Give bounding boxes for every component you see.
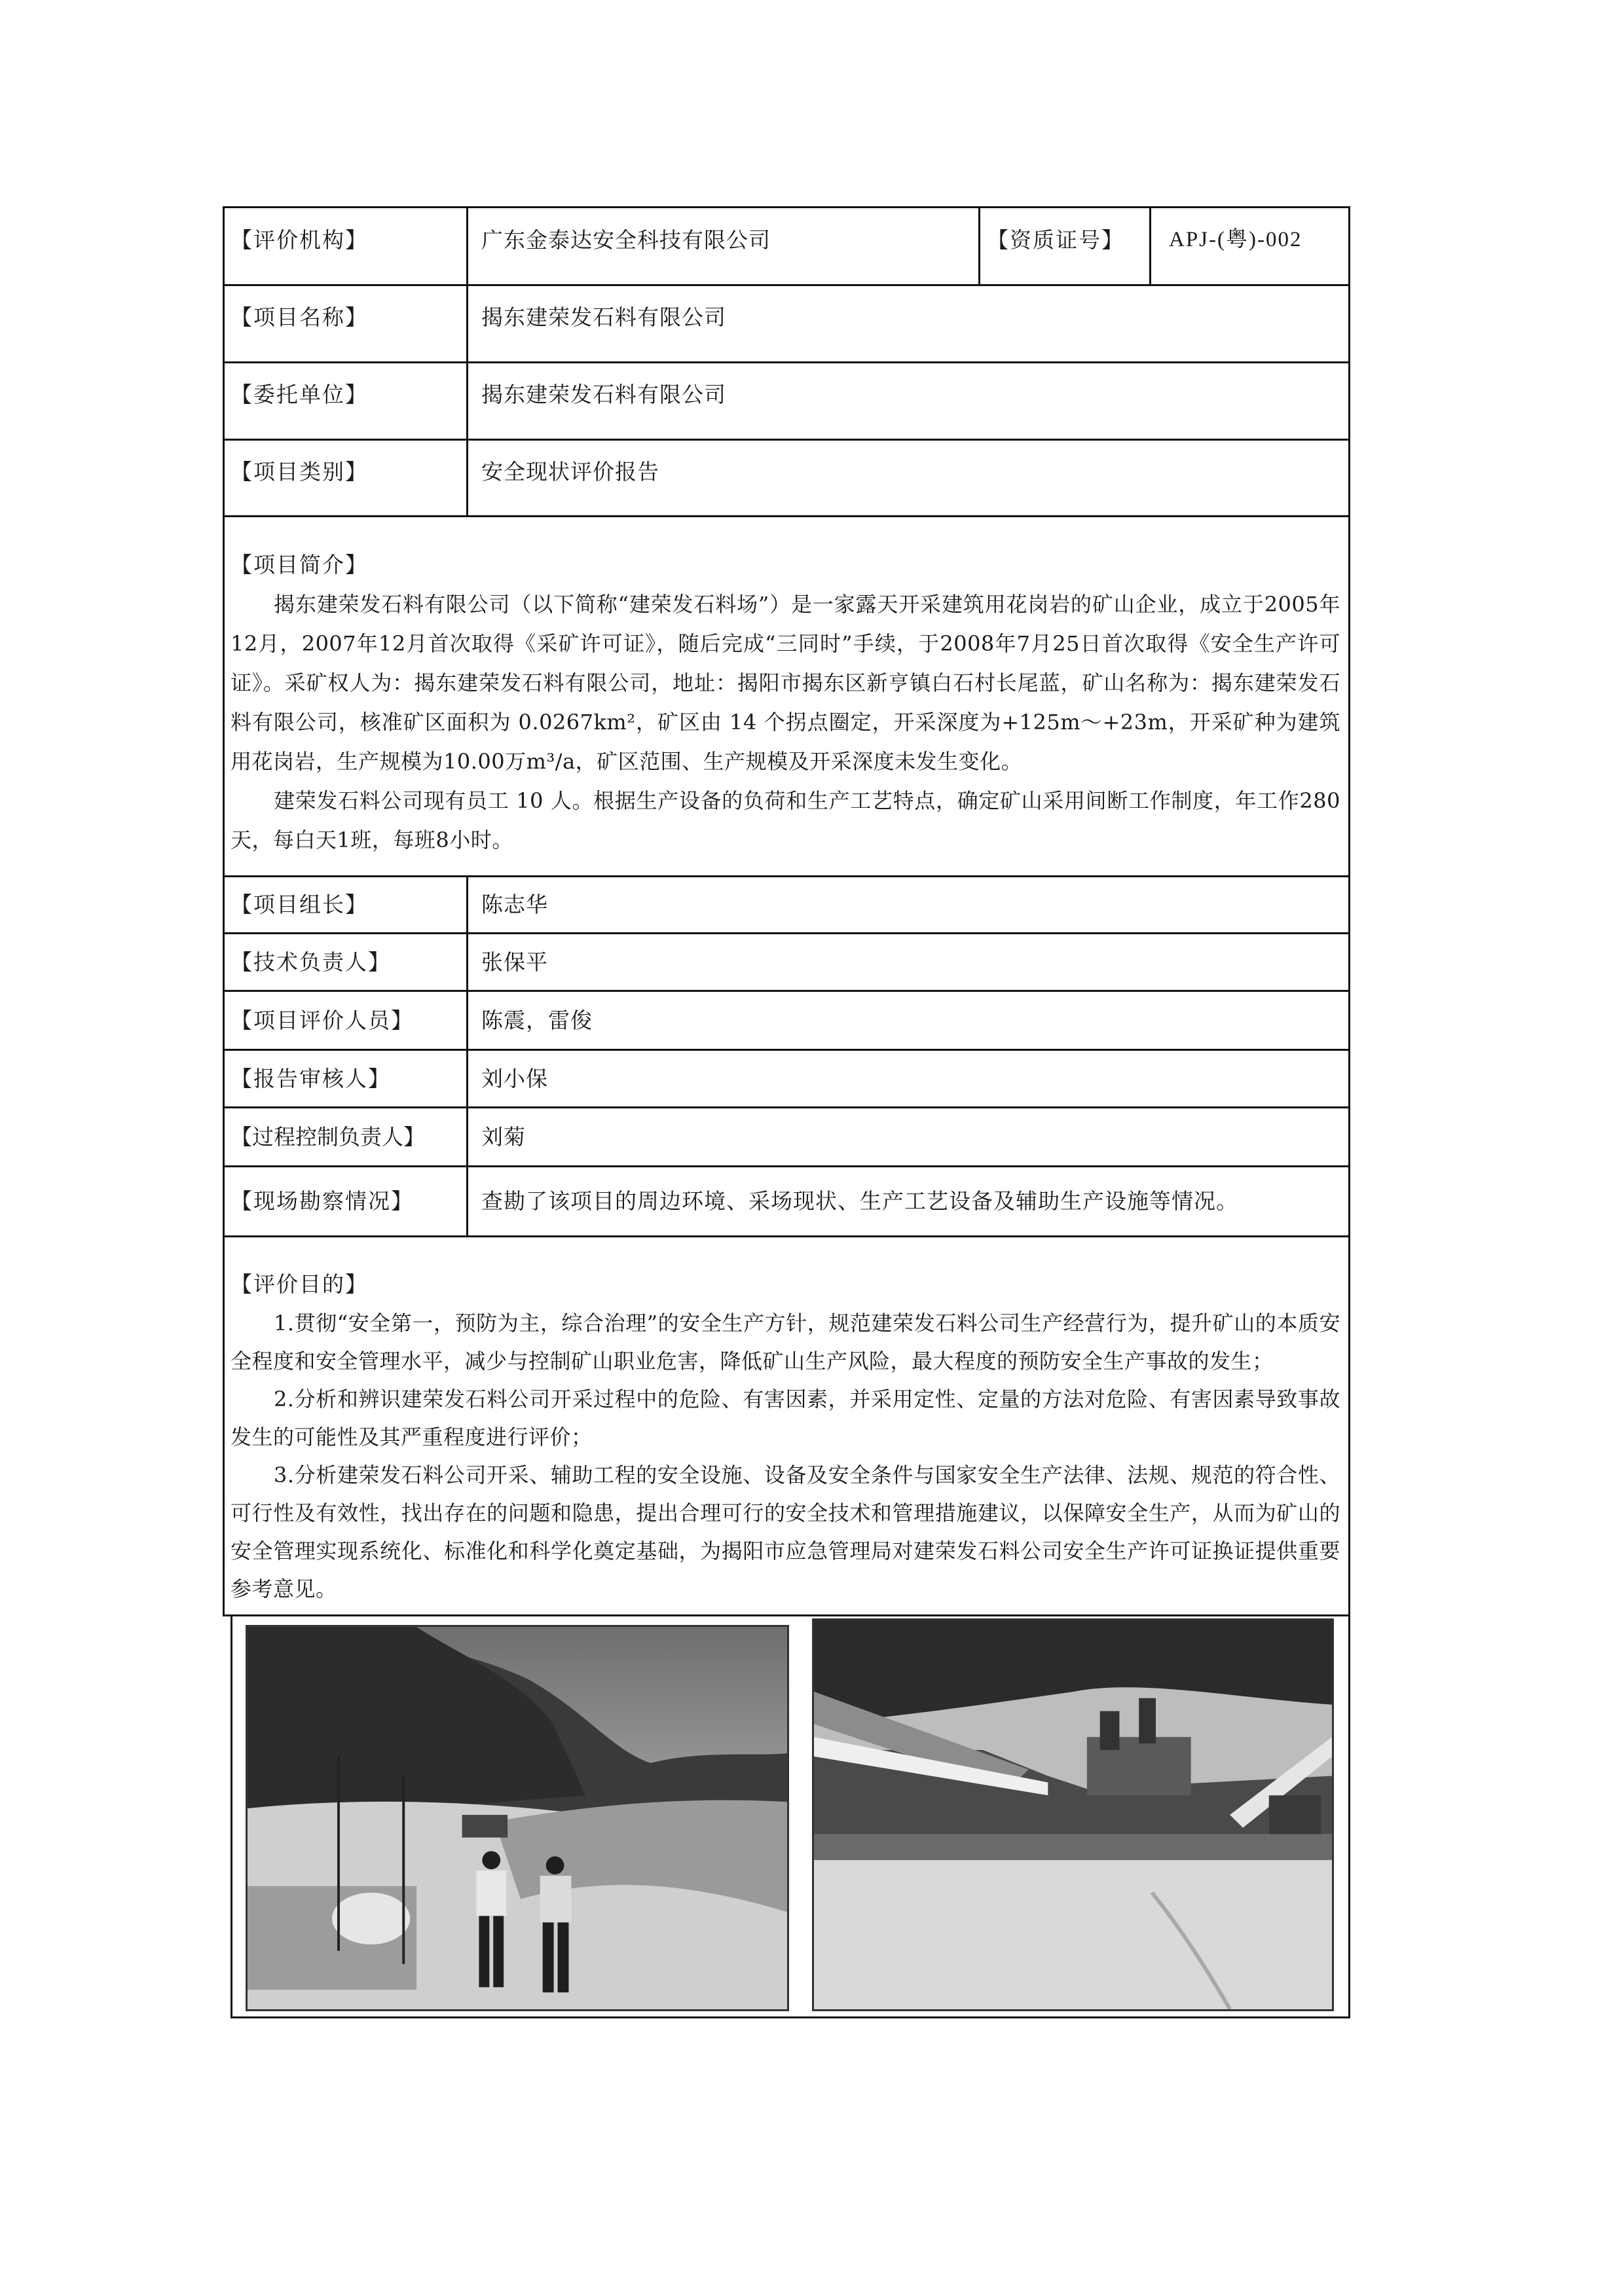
- intro-body: [231, 585, 1340, 860]
- project-label: 【项目名称】: [231, 304, 368, 330]
- intro-paragraph: 建荣发石料公司现有员工 10 人。根据生产设备的负荷和生产工艺特点，确定矿山采用间断工作制度，年工作280天，每白天1班，每班8小时。: [231, 788, 1340, 852]
- org-label: 【评价机构】: [231, 227, 368, 253]
- staff-value-survey: 查勘了该项目的周边环境、采场现状、生产工艺设备及辅助生产设施等情况。: [481, 1188, 1238, 1214]
- purpose-item: 2.分析和辨识建荣发石料公司开采过程中的危险、有害因素，并采用定性、定量的方法对危险、有害因素导致事故发生的可能性及其严重程度进行评价；: [231, 1387, 1340, 1449]
- intro-paragraph: 揭东建荣发石料有限公司（以下简称“建荣发石料场”）是一家露天开采建筑用花岗岩的矿山企业，成立于2005年12月，2007年12月首次取得《采矿许可证》，随后完成“三同时”手续，于2008年7月25日首次取得《安全生产许可证》。采矿权人为：揭东建荣发石料有限公司，地址：揭阳市揭东区新亨镇白石村长尾蓝，矿山名称为：揭东建荣发石料有限公司，核准矿区面积为 0.0267km²，矿区由 14 个拐点圈定，开采深度为+125m～+23m，开采矿种为建筑用花岗岩，生产规模为10.00万m³/a，矿区范围、生产规模及开采深度未发生变化。: [231, 592, 1340, 774]
- client-label: 【委托单位】: [231, 382, 368, 407]
- purpose-item: 1.贯彻“安全第一，预防为主，综合治理”的安全生产方针，规范建荣发石料公司生产经营行为，提升矿山的本质安全程度和安全管理水平，减少与控制矿山职业危害，降低矿山生产风险，最大程度的预防安全生产事故的发生；: [231, 1311, 1340, 1374]
- staff-label-evaluators: 【项目评价人员】: [231, 1008, 414, 1033]
- category-value: 安全现状评价报告: [481, 459, 659, 484]
- cert-value: APJ-(粤)-002: [1169, 228, 1302, 251]
- staff-label-survey: 【现场勘察情况】: [231, 1188, 414, 1214]
- project-value: 揭东建荣发石料有限公司: [481, 304, 726, 330]
- cert-label: 【资质证号】: [987, 227, 1124, 253]
- client-value: 揭东建荣发石料有限公司: [481, 382, 726, 407]
- staff-value-leader: 陈志华: [481, 892, 548, 917]
- staff-label-reviewer: 【报告审核人】: [231, 1066, 391, 1091]
- org-value: 广东金泰达安全科技有限公司: [481, 227, 771, 253]
- staff-label-tech: 【技术负责人】: [231, 949, 391, 975]
- purpose-body: [231, 1304, 1340, 1608]
- staff-label-leader: 【项目组长】: [231, 892, 368, 917]
- purpose-item: 3.分析建荣发石料公司开采、辅助工程的安全设施、设备及安全条件与国家安全生产法律、法规、规范的符合性、可行性及有效性，找出存在的问题和隐患，提出合理可行的安全技术和管理措施建议，以保障安全生产，从而为矿山的安全管理实现系统化、标准化和科学化奠定基础，为揭阳市应急管理局对建荣发石料公司安全生产许可证换证提供重要参考意见。: [231, 1463, 1340, 1601]
- site-photo-plant-icon: [812, 1618, 1334, 2011]
- site-photo-workers-icon: [246, 1625, 789, 2011]
- staff-value-evaluators: 陈震，雷俊: [481, 1008, 593, 1033]
- staff-label-process: 【过程控制负责人】: [231, 1124, 425, 1150]
- staff-value-process: 刘菊: [481, 1124, 526, 1150]
- category-label: 【项目类别】: [231, 459, 368, 484]
- intro-section: [231, 545, 1340, 860]
- intro-title: 【项目简介】: [231, 552, 368, 577]
- purpose-title: 【评价目的】: [231, 1271, 368, 1297]
- staff-value-reviewer: 刘小保: [481, 1066, 548, 1091]
- purpose-section: [231, 1265, 1340, 1608]
- staff-value-tech: 张保平: [481, 949, 548, 975]
